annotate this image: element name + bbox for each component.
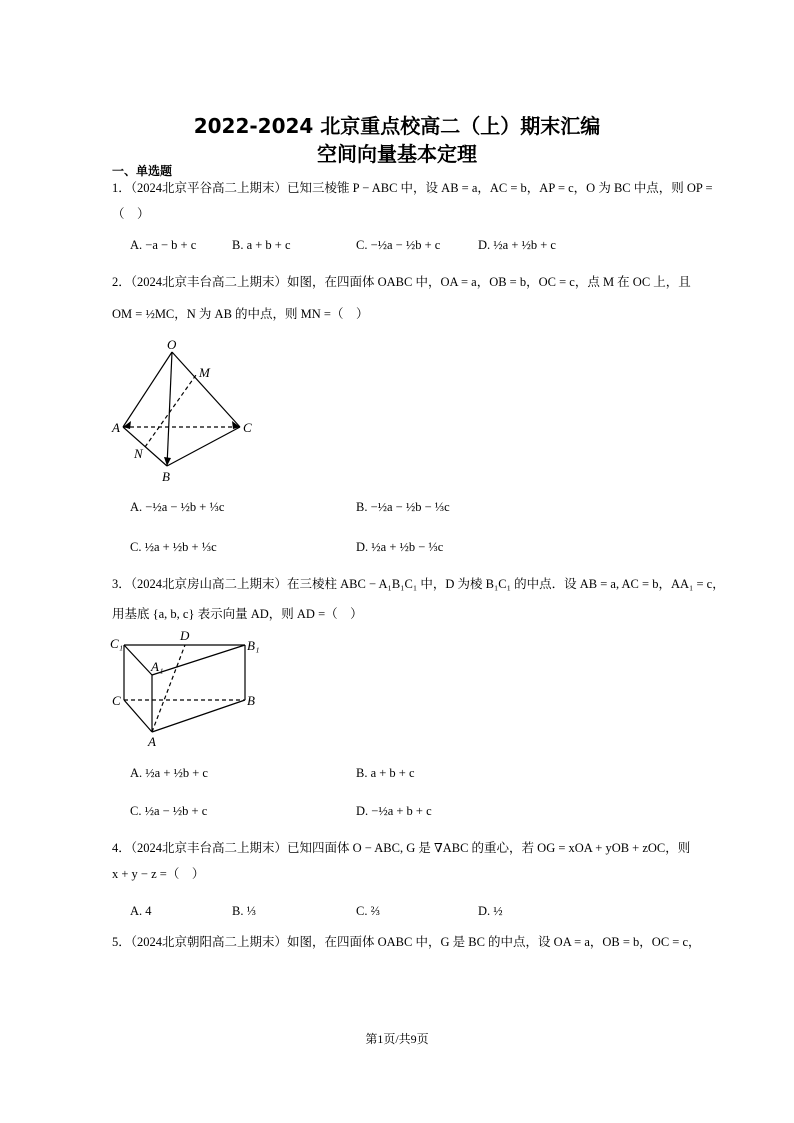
page-footer: 第1页/共9页 [365, 1032, 429, 1046]
q3-option-d: D. −½a + b + c [356, 804, 432, 818]
q1-option-c: C. −½a − ½b + c [356, 238, 441, 252]
page-title: 2022-2024 北京重点校高二（上）期末汇编 [193, 114, 601, 138]
question-3-stem-cont: 用基底 {a, b, c} 表示向量 AD，则 AD =（ ） [112, 607, 363, 621]
q2-option-c: C. ½a + ½b + ⅓c [130, 540, 217, 554]
label-a: A [112, 420, 120, 435]
q1-option-a: A. −a − b + c [130, 238, 197, 252]
q2-option-b: B. −½a − ½b − ⅓c [356, 500, 450, 514]
label-c: C [243, 420, 252, 435]
question-2-stem-cont: OM = ½MC，N 为 AB 的中点，则 MN =（ ） [112, 307, 369, 321]
question-4-stem: 4．（2024北京丰台高二上期末）已知四面体 O − ABC, G 是 ∇ABC 的重心，若 OG = xOA + yOB + zOC，则 [112, 841, 691, 855]
label-b1: B₁ [247, 638, 260, 653]
label-o: O [167, 337, 177, 352]
question-3-stem: 3．（2024北京房山高二上期末）在三棱柱 ABC − A₁B₁C₁ 中，D 为棱 B₁C₁ 的中点．设 AB = a, AC = b，AA₁ = c， [112, 577, 725, 591]
q3-option-c: C. ½a − ½b + c [130, 804, 208, 818]
q4-option-b: B. ⅓ [232, 904, 256, 918]
question-1-stem: 1．（2024北京平谷高二上期末）已知三棱锥 P − ABC 中，设 AB = a，AC = b，AP = c，O 为 BC 中点，则 OP = [112, 181, 713, 195]
question-5-stem: 5．（2024北京朝阳高二上期末）如图，在四面体 OABC 中，G 是 BC 的中点，设 OA = a，OB = b，OC = c， [112, 935, 701, 949]
question-2-stem: 2．（2024北京丰台高二上期末）如图，在四面体 OABC 中，OA = a，OB = b，OC = c，点 M 在 OC 上，且 [112, 275, 691, 289]
section-heading: 一、单选题 [112, 164, 173, 178]
label-a1: A₁ [151, 659, 164, 674]
q4-option-d: D. ½ [478, 904, 503, 918]
q3-option-b: B. a + b + c [356, 766, 415, 780]
page-subtitle: 空间向量基本定理 [317, 142, 477, 166]
q2-option-a: A. −½a − ½b + ⅓c [130, 500, 225, 514]
label-b: B [162, 469, 170, 484]
q1-option-d: D. ½a + ½b + c [478, 238, 556, 252]
q4-option-a: A. 4 [130, 904, 152, 918]
question-4-stem-cont: x + y − z =（ ） [112, 867, 205, 881]
label-c-base: C [112, 693, 121, 708]
question-1-stem-cont: （ ） [112, 207, 150, 221]
label-a-base: A [148, 734, 156, 749]
q3-option-a: A. ½a + ½b + c [130, 766, 208, 780]
q4-option-c: C. ⅔ [356, 904, 380, 918]
label-m: M [199, 365, 210, 380]
label-n: N [134, 446, 143, 461]
label-b-base: B [247, 693, 255, 708]
label-d: D [180, 628, 190, 643]
q2-option-d: D. ½a + ½b − ⅓c [356, 540, 444, 554]
label-c1: C₁ [110, 636, 124, 651]
q1-option-b: B. a + b + c [232, 238, 291, 252]
